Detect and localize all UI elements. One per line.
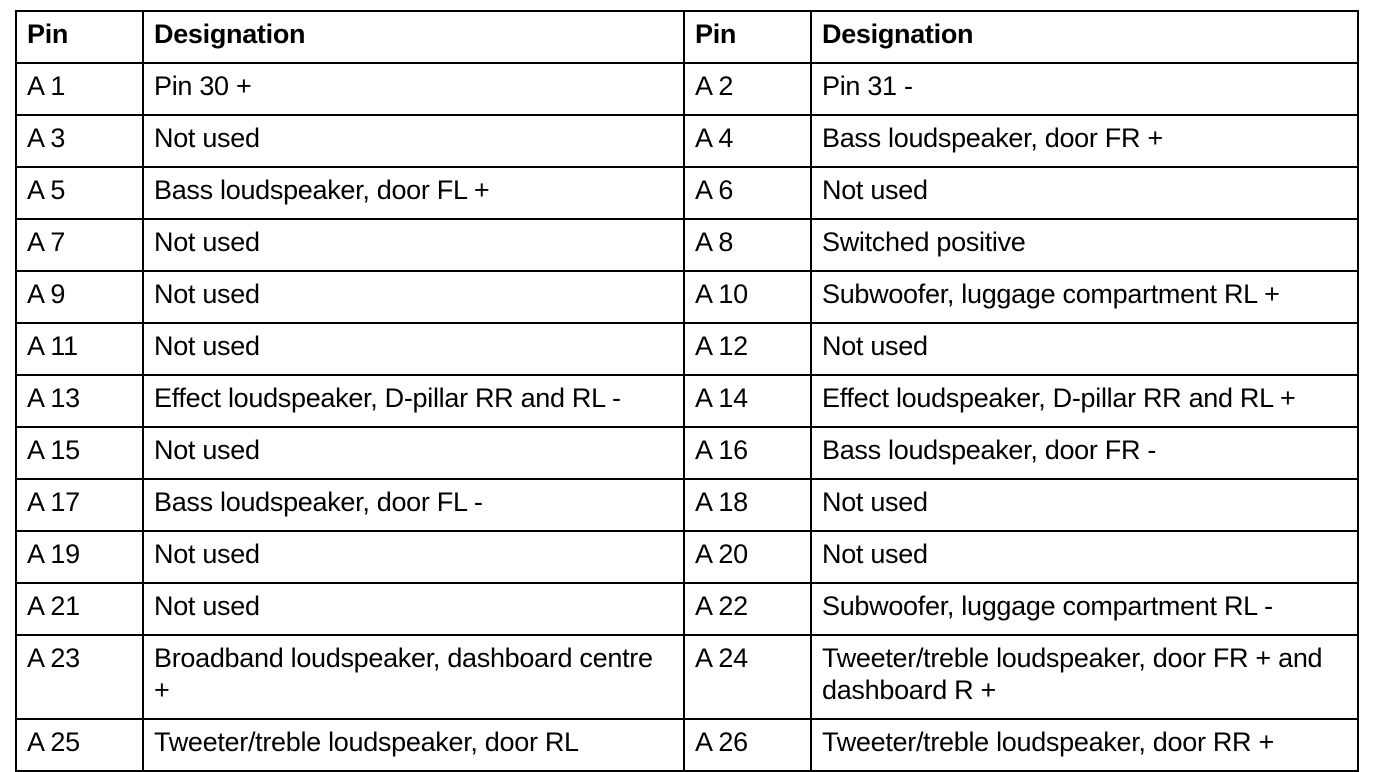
designation-cell: Effect loudspeaker, D-pillar RR and RL +	[811, 375, 1358, 427]
pin-cell: A 3	[16, 115, 143, 167]
pin-cell: A 4	[684, 115, 811, 167]
pin-cell: A 16	[684, 427, 811, 479]
designation-cell: Bass loudspeaker, door FL -	[143, 479, 684, 531]
pin-cell: A 20	[684, 531, 811, 583]
table-header-row	[16, 11, 1358, 63]
pin-cell: A 19	[16, 531, 143, 583]
pin-cell: A 21	[16, 583, 143, 635]
designation-cell: Tweeter/treble loudspeaker, door FR + and dashboard R +	[811, 635, 1358, 719]
table-row	[16, 427, 1358, 479]
pin-cell: A 23	[16, 635, 143, 719]
designation-cell: Tweeter/treble loudspeaker, door RR +	[811, 719, 1358, 771]
designation-cell: Not used	[811, 531, 1358, 583]
header-designation-left: Designation	[143, 11, 684, 63]
pin-cell: A 17	[16, 479, 143, 531]
designation-cell: Broadband loudspeaker, dashboard centre +	[143, 635, 684, 719]
pin-cell: A 6	[684, 167, 811, 219]
table-row	[16, 219, 1358, 271]
designation-cell: Not used	[811, 167, 1358, 219]
designation-cell: Not used	[143, 531, 684, 583]
pin-assignment-table	[15, 10, 1359, 772]
designation-cell: Effect loudspeaker, D-pillar RR and RL -	[143, 375, 684, 427]
designation-cell: Switched positive	[811, 219, 1358, 271]
pin-cell: A 11	[16, 323, 143, 375]
table-row	[16, 323, 1358, 375]
pin-cell: A 8	[684, 219, 811, 271]
designation-cell: Not used	[143, 271, 684, 323]
designation-cell: Pin 31 -	[811, 63, 1358, 115]
designation-cell: Bass loudspeaker, door FL +	[143, 167, 684, 219]
pin-cell: A 1	[16, 63, 143, 115]
designation-cell: Subwoofer, luggage compartment RL +	[811, 271, 1358, 323]
pin-cell: A 12	[684, 323, 811, 375]
pin-cell: A 7	[16, 219, 143, 271]
header-pin-right: Pin	[684, 11, 811, 63]
pin-cell: A 18	[684, 479, 811, 531]
designation-cell: Bass loudspeaker, door FR -	[811, 427, 1358, 479]
pin-cell: A 22	[684, 583, 811, 635]
pin-cell: A 14	[684, 375, 811, 427]
table-row	[16, 271, 1358, 323]
pin-cell: A 13	[16, 375, 143, 427]
designation-cell: Not used	[811, 479, 1358, 531]
table-row	[16, 479, 1358, 531]
table-row	[16, 635, 1358, 719]
table-row	[16, 719, 1358, 771]
designation-cell: Not used	[811, 323, 1358, 375]
pin-cell: A 2	[684, 63, 811, 115]
pin-cell: A 24	[684, 635, 811, 719]
designation-cell: Not used	[143, 427, 684, 479]
designation-cell: Subwoofer, luggage compartment RL -	[811, 583, 1358, 635]
designation-cell: Not used	[143, 115, 684, 167]
table-row	[16, 167, 1358, 219]
designation-cell: Not used	[143, 219, 684, 271]
pin-cell: A 26	[684, 719, 811, 771]
pin-cell: A 25	[16, 719, 143, 771]
header-pin-left: Pin	[16, 11, 143, 63]
pin-cell: A 9	[16, 271, 143, 323]
table-row	[16, 531, 1358, 583]
table-row	[16, 63, 1358, 115]
pin-cell: A 10	[684, 271, 811, 323]
table-row	[16, 583, 1358, 635]
pin-cell: A 15	[16, 427, 143, 479]
header-designation-right: Designation	[811, 11, 1358, 63]
designation-cell: Tweeter/treble loudspeaker, door RL	[143, 719, 684, 771]
table-row	[16, 115, 1358, 167]
designation-cell: Pin 30 +	[143, 63, 684, 115]
designation-cell: Not used	[143, 323, 684, 375]
designation-cell: Bass loudspeaker, door FR +	[811, 115, 1358, 167]
designation-cell: Not used	[143, 583, 684, 635]
table-row	[16, 375, 1358, 427]
pin-cell: A 5	[16, 167, 143, 219]
